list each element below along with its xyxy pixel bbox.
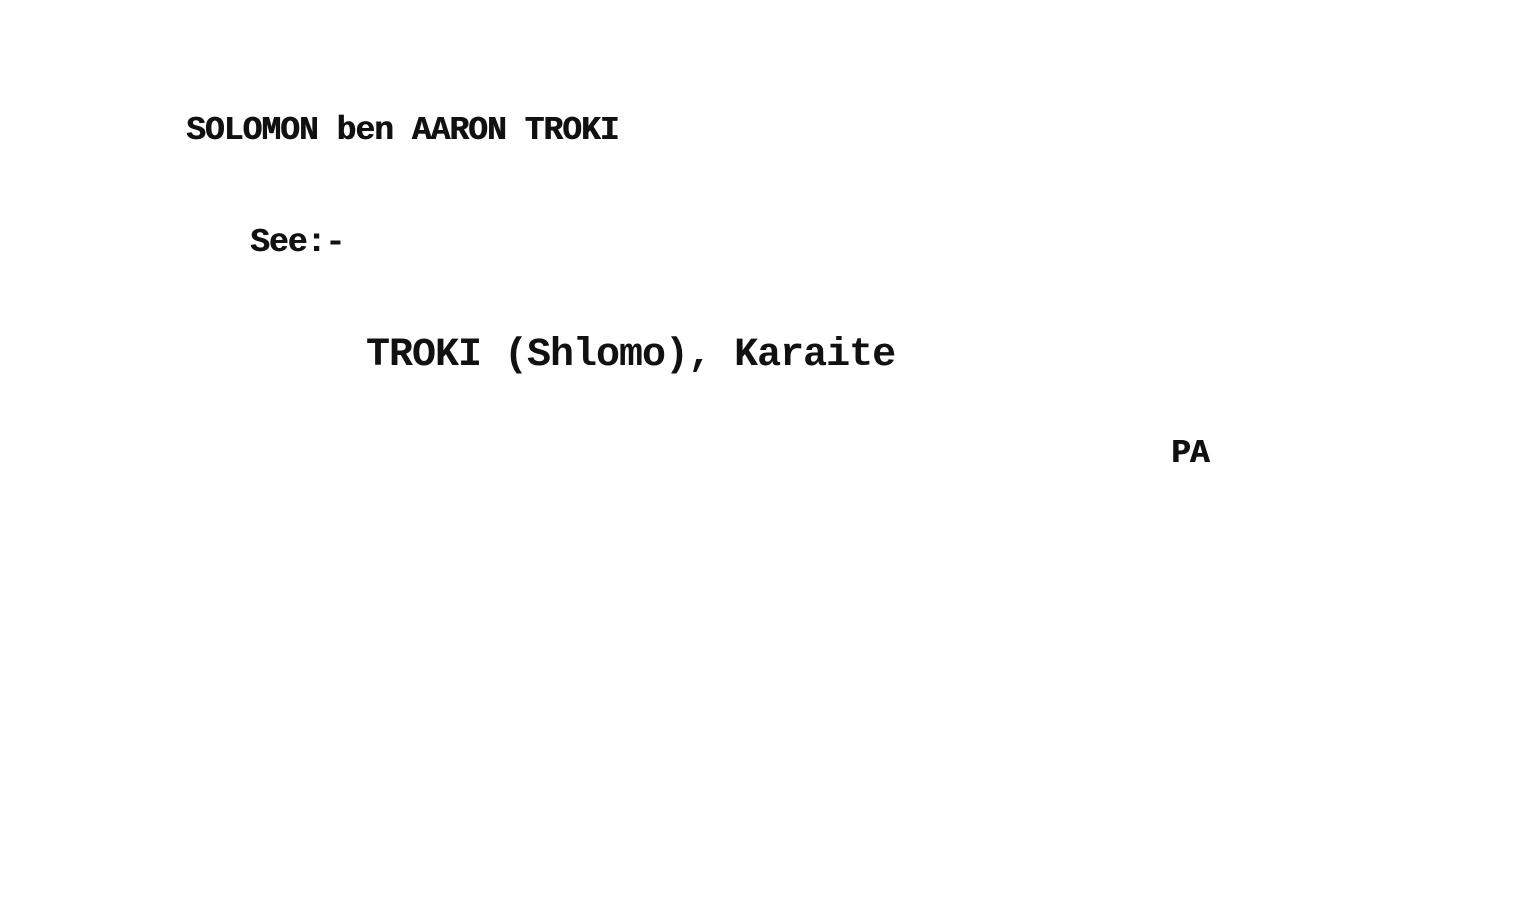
cross-reference-entry: TROKI (Shlomo), Karaite [366,333,896,378]
cataloger-initials: PA [1171,435,1209,472]
see-label: See:- [250,224,345,261]
card-heading: SOLOMON ben AARON TROKI [186,112,619,149]
